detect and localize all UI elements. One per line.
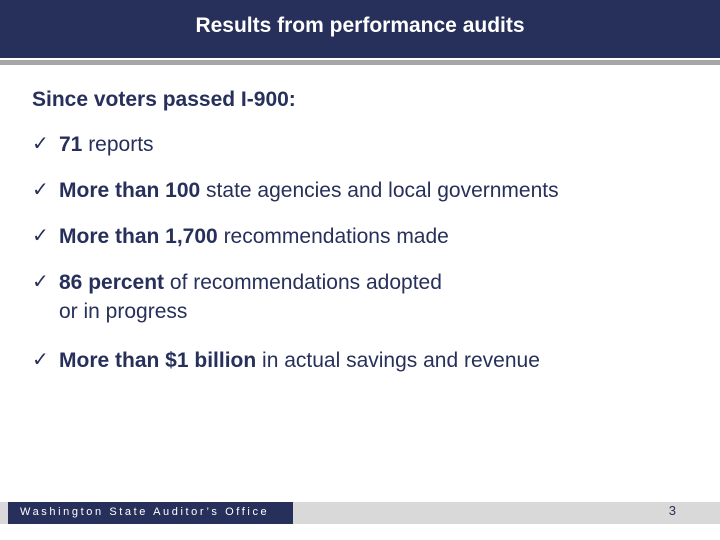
checkmark-icon: ✓: [32, 225, 49, 247]
bullet-item: [32, 176, 692, 205]
checkmark-icon: ✓: [32, 133, 49, 155]
checkmark-icon: ✓: [32, 271, 49, 293]
bullet-item: [32, 222, 692, 251]
bullet-rest: state agencies and local governments: [200, 179, 559, 202]
bullet-emphasis: 71: [59, 133, 83, 156]
footer-org-name: Washington State Auditor’s Office: [20, 506, 270, 518]
bullet-emphasis: More than 100: [59, 179, 201, 202]
header-divider: [0, 60, 720, 65]
bullet-emphasis: 86 percent: [59, 271, 165, 294]
bullet-item: [32, 268, 692, 326]
bullet-emphasis: More than $1 billion: [59, 349, 257, 372]
bullet-rest: recommendations made: [217, 225, 449, 248]
bullet-text: [59, 130, 154, 159]
bullet-text: [59, 222, 449, 251]
bullet-rest: of recommendations adopted: [164, 271, 442, 294]
bullet-item: [32, 346, 692, 375]
bullet-rest: reports: [82, 133, 154, 156]
bullet-rest: in actual savings and revenue: [256, 349, 540, 372]
page-number: 3: [668, 503, 676, 518]
checkmark-icon: ✓: [32, 179, 49, 201]
slide-title: Results from performance audits: [195, 14, 525, 37]
checkmark-icon: ✓: [32, 349, 49, 371]
bullet-item: [32, 130, 692, 159]
bullet-text: [59, 346, 540, 375]
bullet-continuation: or in progress: [59, 300, 188, 323]
bullet-text: [59, 176, 559, 205]
bullet-emphasis: More than 1,700: [59, 225, 218, 248]
bullet-text: [59, 268, 442, 326]
subheading: Since voters passed I-900:: [32, 88, 296, 111]
